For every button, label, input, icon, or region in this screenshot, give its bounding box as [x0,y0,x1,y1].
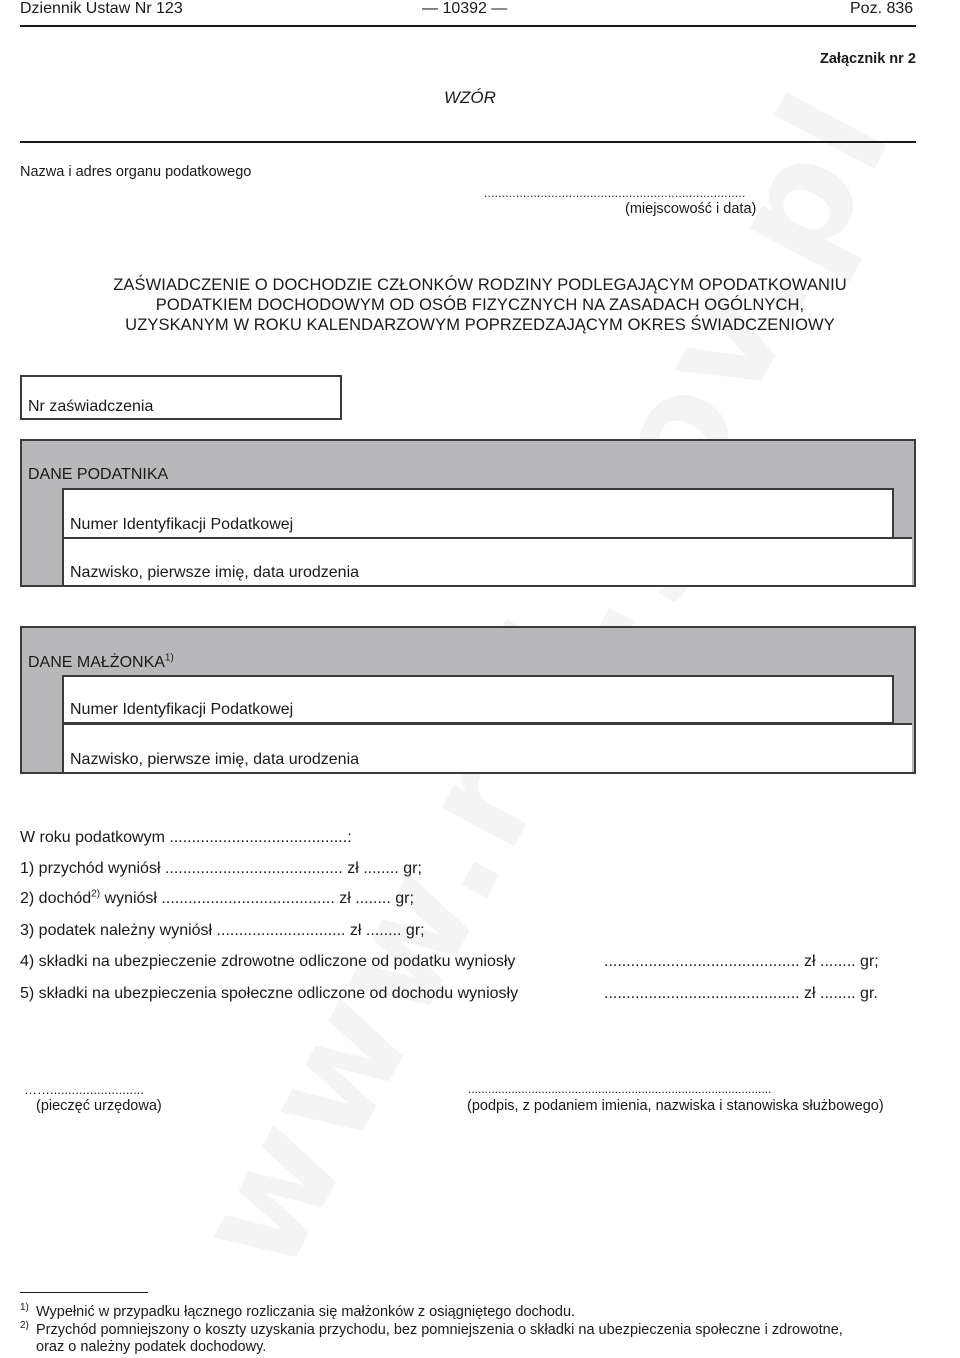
footnote-2-text: Przychód pomniejszony o koszty uzyskania przychodu, bez pomniejszenia o składki na ubezpieczenia społeczne i zdrowotne, [36,1322,843,1338]
social-contributions-label: 5) składki na ubezpieczenia społeczne odliczone od dochodu wyniosły [20,985,519,1002]
signature-dots: ........................................................................................... [468,1082,772,1096]
footnote-2-text-cont: oraz o należny podatek dochodowy. [36,1339,267,1355]
tax-year-line: W roku podatkowym ........................................: [20,829,352,846]
net-income-line: 2) dochód$^{2)}$ wyniósł ....................................... zł ........ gr; [20,888,414,907]
certificate-number-label: Nr zaświadczenia [28,398,154,415]
spouse-heading: DANE MAŁŻONKA$^{1)}$ [28,652,174,671]
taxpayer-name-field[interactable] [62,537,912,587]
stamp-caption: (pieczęć urzędowa) [36,1098,162,1114]
spouse-nip-field[interactable] [62,675,894,724]
footnote-rule [20,1292,148,1293]
document-title-line-3: UZYSKANYM W ROKU KALENDARZOWYM POPRZEDZAJĄCYM OKRES ŚWIADCZENIOWY [125,316,835,334]
footnote-1-mark: 1) [20,1302,29,1313]
place-date-dots: .......................................................................... [484,186,746,200]
certificate-number-field[interactable] [20,375,342,420]
health-contributions-label: 4) składki na ubezpieczenie zdrowotne odliczone od podatku wyniosły [20,953,516,970]
taxpayer-nip-field[interactable] [62,488,894,539]
health-contributions-value: ............................................ zł ........ gr; [604,953,879,970]
spouse-section [20,626,916,774]
taxpayer-heading: DANE PODATNIKA [28,466,169,483]
taxpayer-name-label: Nazwisko, pierwsze imię, data urodzenia [70,564,360,581]
annex-label: Załącznik nr 2 [820,51,916,67]
top-rule [20,141,916,143]
spouse-name-label: Nazwisko, pierwsze imię, data urodzenia [70,751,360,768]
taxpayer-section [20,439,916,587]
page-number: — 10392 — [422,0,508,17]
tax-authority-label: Nazwa i adres organu podatkowego [20,164,252,180]
tax-due-line: 3) podatek należny wyniósł ............................. zł ........ gr; [20,922,425,939]
template-label: WZÓR [444,88,496,107]
social-contributions-value: ............................................ zł ........ gr. [604,985,878,1002]
footnote-1-text: Wypełnić w przypadku łącznego rozliczania się małżonków z osiągniętego dochodu. [36,1304,576,1320]
document-title-line-1: ZAŚWIADCZENIE O DOCHODZIE CZŁONKÓW RODZINY PODLEGAJĄCYM OPODATKOWANIU [113,276,847,294]
header-rule [20,25,916,27]
footnote-2-mark: 2) [20,1320,29,1331]
spouse-name-field[interactable] [62,723,912,774]
document-title-line-2: PODATKIEM DOCHODOWYM OD OSÓB FIZYCZNYCH NA ZASADACH OGÓLNYCH, [155,296,805,314]
signature-caption: (podpis, z podaniem imienia, nazwiska i stanowiska służbowego) [467,1098,884,1114]
journal-title: Dziennik Ustaw Nr 123 [20,0,183,17]
place-date-caption: (miejscowość i data) [625,201,757,217]
stamp-dots: …….......................... [24,1082,144,1097]
income-line: 1) przychód wyniósł ........................................ zł ........ gr; [20,860,422,877]
position-number: Poz. 836 [850,0,914,17]
spouse-nip-label: Numer Identyfikacji Podatkowej [70,701,294,718]
taxpayer-nip-label: Numer Identyfikacji Podatkowej [70,516,294,533]
